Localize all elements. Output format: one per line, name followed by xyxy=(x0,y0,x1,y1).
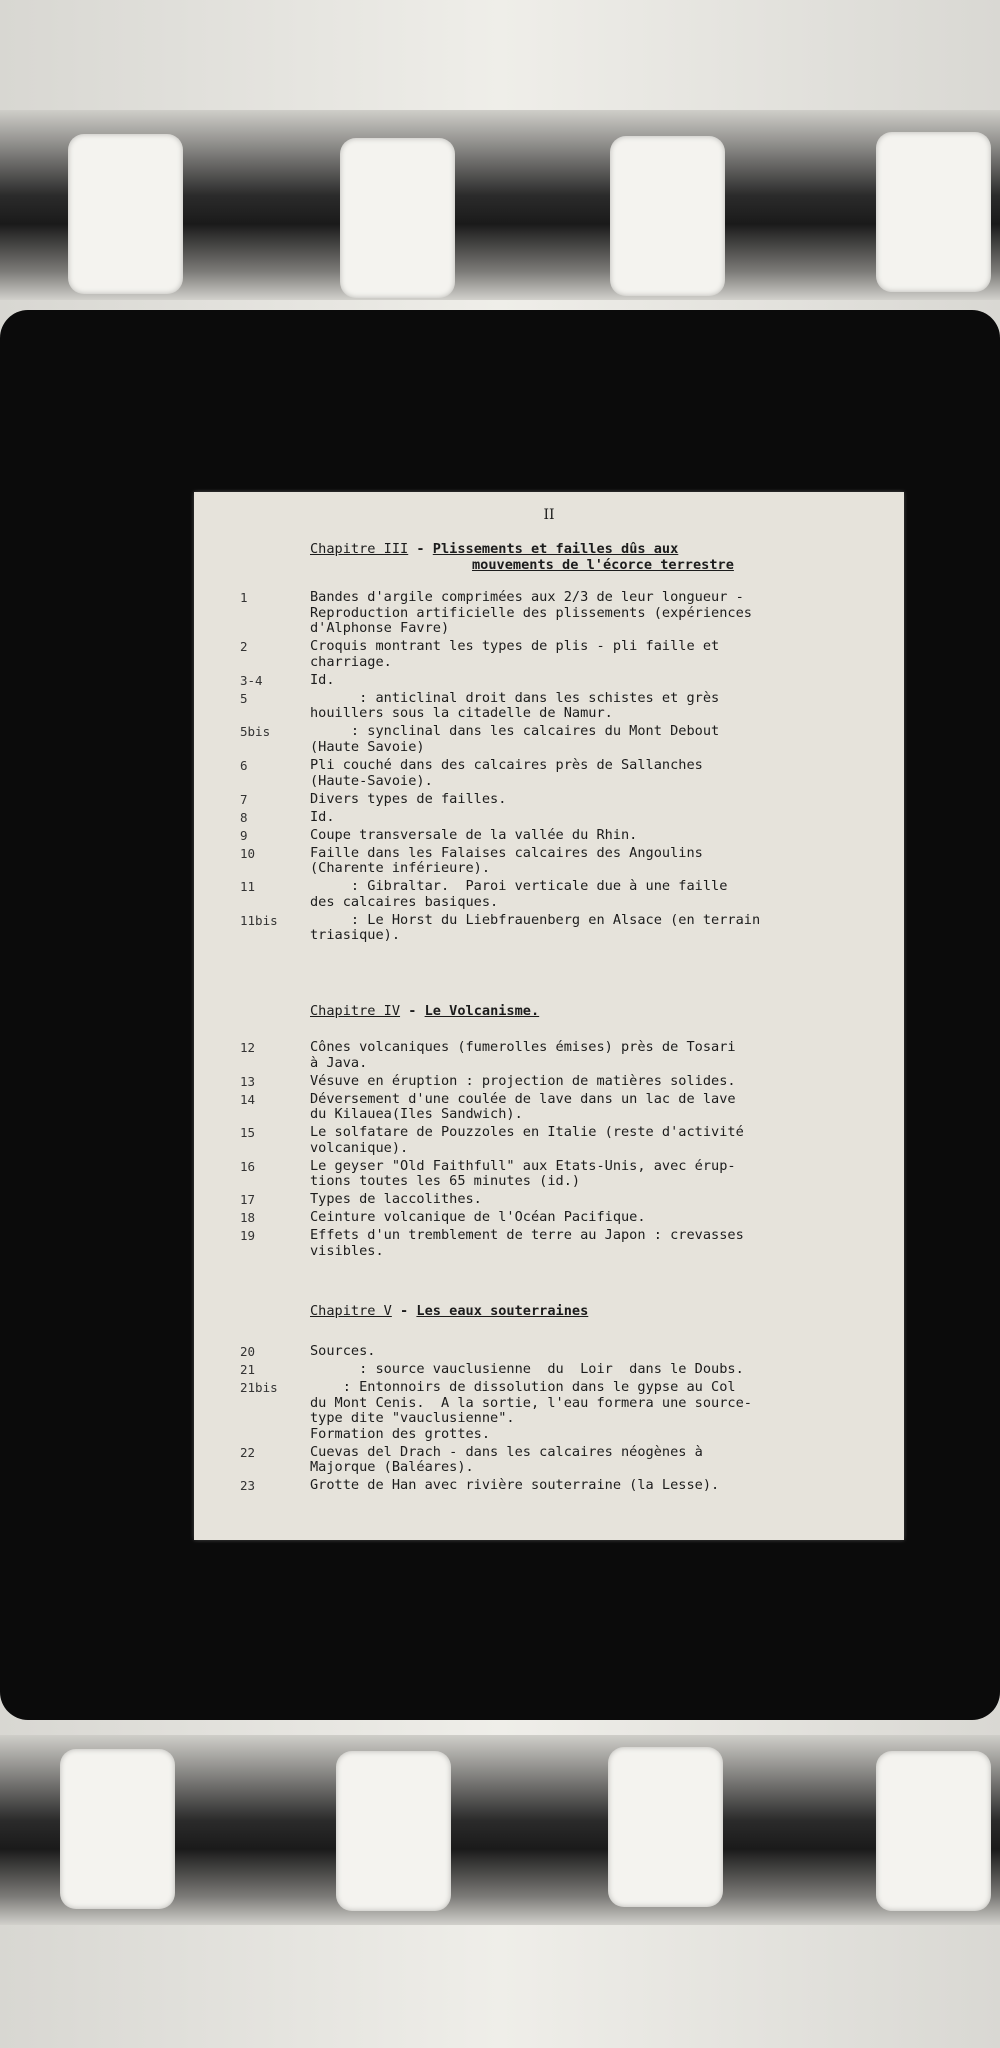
figure-number: 13 xyxy=(240,1073,256,1089)
entry-text-line: visibles. xyxy=(310,1242,384,1259)
entry-text-line: Cônes volcaniques (fumerolles émises) près de Tosari xyxy=(310,1039,736,1055)
entry-text-line: Bandes d'argile comprimées aux 2/3 de leur longueur - xyxy=(310,589,744,605)
perforation-hole xyxy=(610,136,725,296)
entry-text-line: type dite "vauclusienne". xyxy=(310,1410,515,1427)
perforation-hole xyxy=(876,132,991,292)
figure-number: 2 xyxy=(240,639,248,655)
entry-text-line: : synclinal dans les calcaires du Mont Debout xyxy=(310,723,720,740)
perforation-hole xyxy=(336,1751,451,1911)
entry-text-line: Croquis montrant les types de plis - pli faille et xyxy=(310,638,720,655)
figure-number: 23 xyxy=(240,1478,256,1494)
entry-text-line: : Le Horst du Liebfrauenberg en Alsace (en terrain xyxy=(310,911,761,928)
entry-text-line: (Charente inférieure). xyxy=(310,860,491,877)
figure-number: 7 xyxy=(240,791,248,807)
chapter-label: Chapitre IV xyxy=(310,1003,401,1019)
chapter-separator: - xyxy=(408,541,433,557)
entry-text-line: Grotte de Han avec rivière souterraine (la Lesse). xyxy=(310,1477,720,1494)
entry-text-line: Majorque (Baléares). xyxy=(310,1459,474,1476)
perforation-hole xyxy=(68,134,183,294)
figure-number: 18 xyxy=(240,1210,256,1226)
entry-text-line: à Java. xyxy=(310,1054,368,1071)
entry-text-line: d'Alphonse Favre) xyxy=(310,620,450,637)
entry-text-line: Effets d'un tremblement de terre au Japon : crevasses xyxy=(310,1227,744,1244)
perforation-hole xyxy=(340,138,455,298)
entry-text-line: du Mont Cenis. A la sortie, l'eau formera une source- xyxy=(310,1394,752,1411)
chapter-separator: - xyxy=(391,1303,417,1319)
figure-number: 12 xyxy=(240,1040,256,1055)
entry-text-line: Pli couché dans des calcaires près de Sallanches xyxy=(310,757,703,773)
entry-text-line: : source vauclusienne du Loir dans le Doubs. xyxy=(310,1361,744,1377)
entry-text-line: tions toutes les 65 minutes (id.) xyxy=(310,1173,581,1190)
page-number: II xyxy=(543,507,555,523)
entry-text-line: Formation des grottes. xyxy=(310,1425,491,1442)
perforation-hole xyxy=(60,1749,175,1909)
figure-number: 1 xyxy=(240,590,248,605)
figure-number: 17 xyxy=(240,1192,256,1208)
figure-number: 3-4 xyxy=(240,672,263,688)
chapter-label: Chapitre III xyxy=(310,541,409,557)
entry-text-line: Types de laccolithes. xyxy=(310,1191,482,1208)
entry-text-line: : Entonnoirs de dissolution dans le gypse au Col xyxy=(310,1379,736,1395)
figure-number: 21 xyxy=(240,1362,256,1377)
chapter-title: Le Volcanisme. xyxy=(424,1003,540,1019)
chapter-label: Chapitre V xyxy=(310,1303,392,1319)
figure-number: 10 xyxy=(240,845,256,861)
chapter-title: Plissements et failles dûs aux xyxy=(432,541,679,557)
figure-number: 6 xyxy=(240,758,248,773)
entry-text-line: Faille dans les Falaises calcaires des Angoulins xyxy=(310,844,703,861)
entry-text-line: Déversement d'une coulée de lave dans un lac de lave xyxy=(310,1090,736,1107)
entry-text-line: houillers sous la citadelle de Namur. xyxy=(310,705,613,722)
entry-text-line: Le geyser "Old Faithfull" aux Etats-Unis, avec érup- xyxy=(310,1157,736,1174)
figure-number: 16 xyxy=(240,1158,256,1174)
chapter-heading xyxy=(310,1004,539,1020)
entry-text-line: volcanique). xyxy=(310,1139,409,1156)
entry-text-line: Ceinture volcanique de l'Océan Pacifique. xyxy=(310,1209,646,1226)
chapter-heading xyxy=(310,1304,588,1320)
entry-text-line: : anticlinal droit dans les schistes et grès xyxy=(310,689,720,706)
figure-number: 14 xyxy=(240,1091,256,1107)
figure-number: 22 xyxy=(240,1444,256,1460)
entry-text-line: Coupe transversale de la vallée du Rhin. xyxy=(310,826,638,843)
figure-number: 5 xyxy=(240,690,248,706)
figure-number: 20 xyxy=(240,1344,256,1359)
perforation-hole xyxy=(876,1751,991,1911)
entry-text-line: triasique). xyxy=(310,927,401,944)
typed-document-page xyxy=(194,492,904,1540)
entry-text-line: Divers types de failles. xyxy=(310,790,507,807)
entry-text-line: Reproduction artificielle des plissements (expériences xyxy=(310,604,752,621)
chapter-heading xyxy=(310,542,734,573)
entry-text-line: des calcaires basiques. xyxy=(310,893,499,910)
entry-text-line: : Gibraltar. Paroi verticale due à une faille xyxy=(310,878,728,895)
figure-number: 8 xyxy=(240,809,248,825)
perforation-hole xyxy=(608,1747,723,1907)
entry-text-line: Vésuve en éruption : projection de matières solides. xyxy=(310,1072,736,1089)
chapter-title: Les eaux souterraines xyxy=(416,1303,589,1319)
entry-text-line: Id. xyxy=(310,808,335,825)
film-perforation-strip-bottom xyxy=(0,1735,1000,1925)
figure-number: 9 xyxy=(240,827,248,843)
entry-text-line: Sources. xyxy=(310,1343,376,1359)
figure-number: 11 xyxy=(240,879,256,895)
entry-text-line: charriage. xyxy=(310,653,392,670)
figure-number: 15 xyxy=(240,1125,256,1141)
figure-number: 11bis xyxy=(240,912,278,928)
figure-number: 19 xyxy=(240,1228,256,1244)
entry-text-line: Le solfatare de Pouzzoles en Italie (reste d'activité xyxy=(310,1124,744,1141)
film-perforation-strip-top xyxy=(0,110,1000,300)
entry-text-line: du Kilauea(Iles Sandwich). xyxy=(310,1106,523,1123)
chapter-title-line2: mouvements de l'écorce terrestre xyxy=(472,556,734,573)
entry-text-line: Cuevas del Drach - dans les calcaires néogènes à xyxy=(310,1443,703,1460)
figure-number: 5bis xyxy=(240,724,271,740)
entry-text-line: Id. xyxy=(310,671,335,688)
figure-number: 21bis xyxy=(240,1380,278,1395)
chapter-separator: - xyxy=(400,1003,425,1019)
entry-text-line: (Haute Savoie) xyxy=(310,738,425,755)
entry-text-line: (Haute-Savoie). xyxy=(310,772,433,789)
